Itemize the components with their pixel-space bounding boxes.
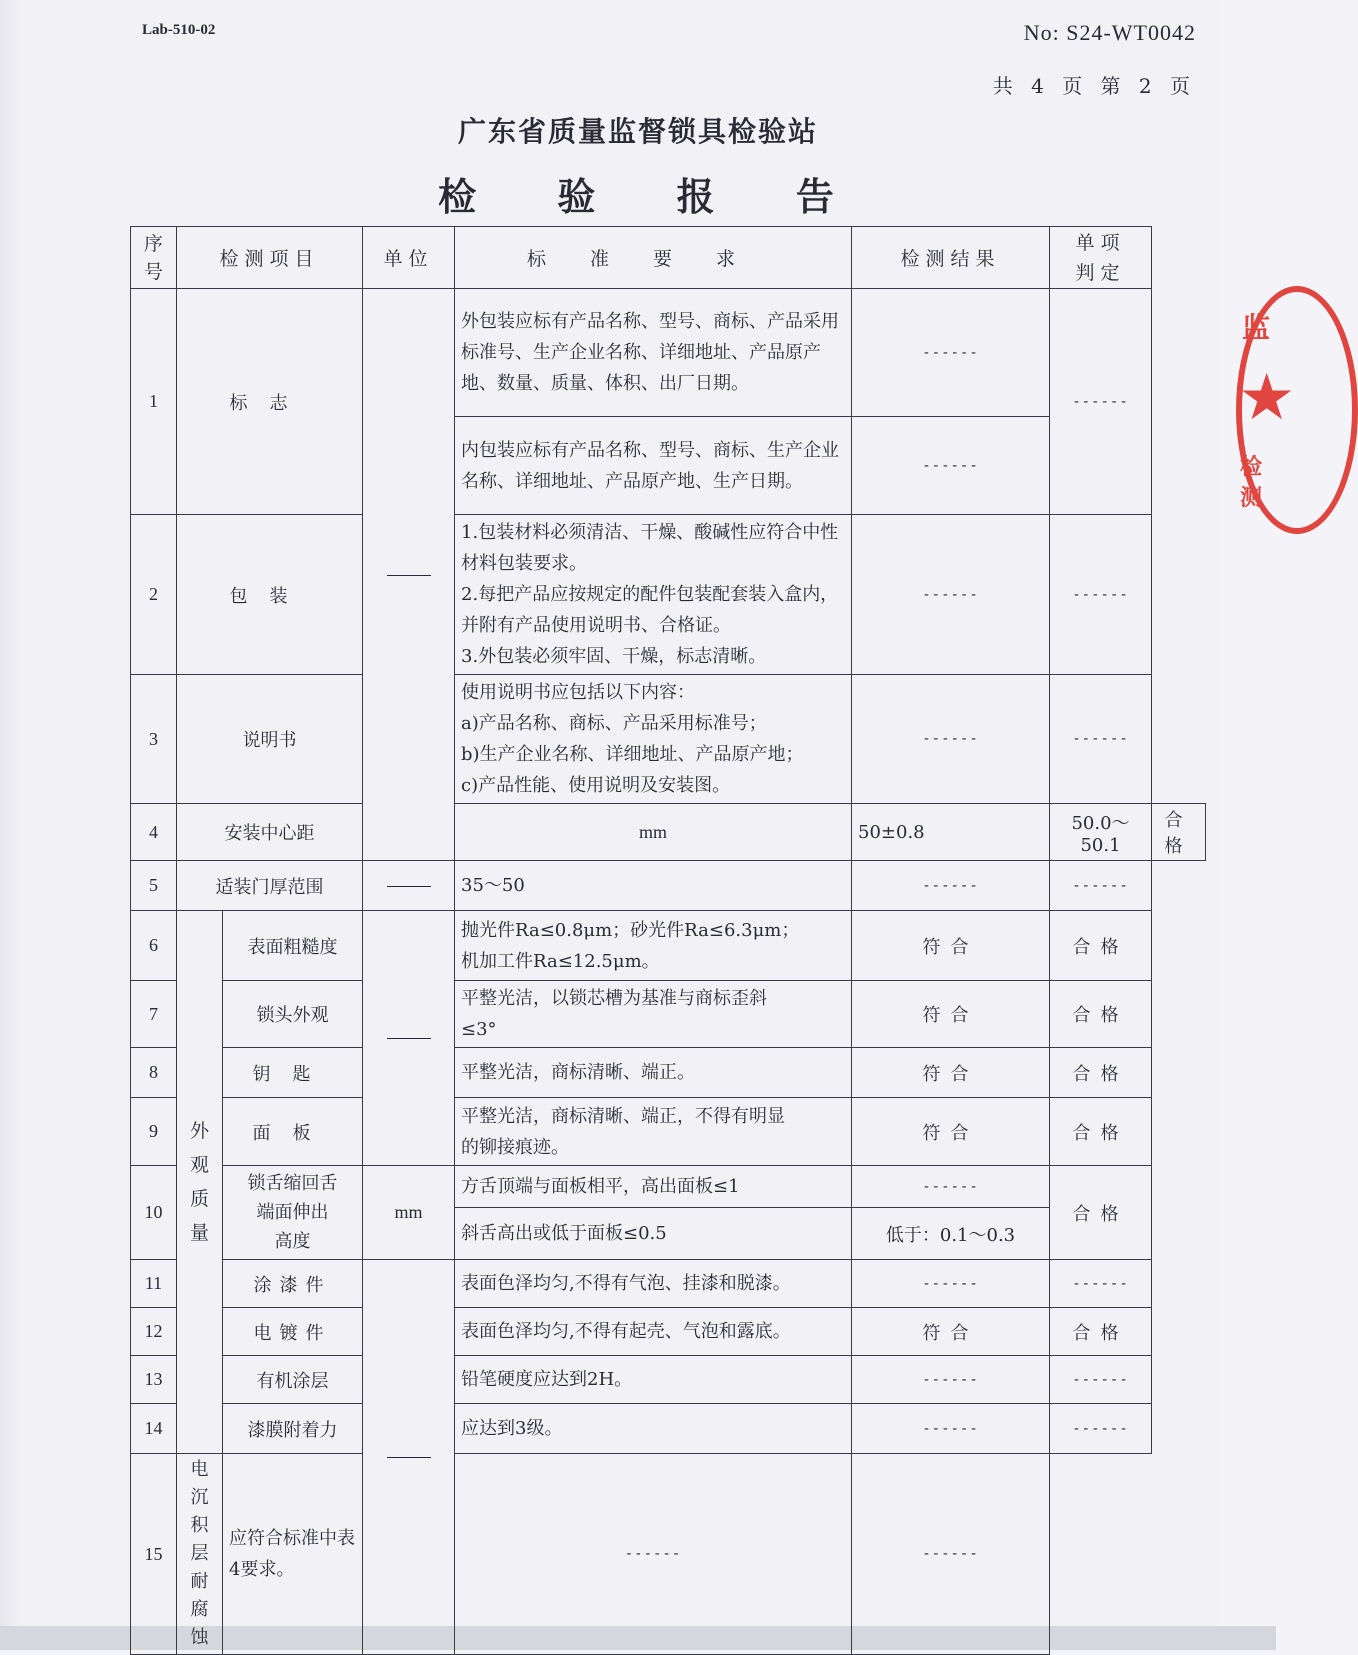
row-result: ------ <box>852 417 1050 515</box>
row-result: 符合 <box>852 981 1050 1048</box>
row-verdict: ------ <box>852 1454 1050 1655</box>
row-requirement: 内包装应标有产品名称、型号、商标、生产企业名称、详细地址、产品原产地、生产日期。 <box>455 417 852 515</box>
official-stamp <box>1230 270 1296 540</box>
requirement-line: c)产品性能、使用说明及安装图。 <box>461 775 731 796</box>
table-row <box>131 804 1206 861</box>
unit-dash <box>387 575 431 576</box>
row-item: 电镀件 <box>223 1308 363 1356</box>
stamp-text-top: 监 <box>1242 311 1271 344</box>
table-header-row <box>131 227 1206 289</box>
requirement-line: 3.外包装必须牢固、干燥，标志清晰。 <box>461 646 767 667</box>
row-item: 安装中心距 <box>177 804 363 861</box>
requirement-line: 平整光洁，商标清晰、端正，不得有明显 <box>461 1105 786 1127</box>
row-item: 钥匙 <box>223 1048 363 1098</box>
row-seq: 5 <box>131 861 177 911</box>
row-verdict: 合格 <box>1050 911 1152 981</box>
table-row <box>131 1454 1206 1655</box>
header-unit: 单位 <box>363 227 455 289</box>
row-result: 低于：0.1～0.3 <box>852 1208 1050 1260</box>
item-line: 锁舌缩回舌 <box>247 1173 338 1194</box>
table-row <box>131 1260 1206 1308</box>
requirement-line: 机加工件Ra≤12.5μm。 <box>461 950 660 972</box>
requirement-line: ≤3° <box>461 1019 497 1040</box>
table-row <box>131 1048 1206 1098</box>
row-item: 标志 <box>177 289 363 515</box>
inspection-table <box>130 226 1206 1655</box>
row-result: ------ <box>852 289 1050 417</box>
organization-title: 广东省质量监督锁具检验站 <box>457 115 818 148</box>
row-seq: 13 <box>131 1356 177 1404</box>
table-row <box>131 1166 1206 1208</box>
requirement-line: 的铆接痕迹。 <box>461 1136 570 1158</box>
row-seq: 9 <box>131 1098 177 1166</box>
table-row <box>131 289 1206 417</box>
row-item <box>177 1454 223 1655</box>
row-result: 符合 <box>852 1048 1050 1098</box>
row-seq: 15 <box>131 1454 177 1655</box>
item-line: 端面伸出 <box>256 1202 329 1223</box>
row-requirement: 35～50 <box>455 861 852 911</box>
row-verdict: ------ <box>1050 515 1152 675</box>
header-seq: 序号 <box>131 227 177 289</box>
row-unit <box>363 861 455 911</box>
row-seq: 14 <box>131 1404 177 1454</box>
table-row <box>131 515 1206 675</box>
requirement-line: 平整光洁，以锁芯槽为基准与商标歪斜 <box>461 988 768 1009</box>
row-result: ------ <box>852 1166 1050 1208</box>
form-code: Lab-510-02 <box>142 22 216 38</box>
row-requirement: 表面色泽均匀,不得有气泡、挂漆和脱漆。 <box>455 1260 852 1308</box>
table-row <box>131 861 1206 911</box>
page-count: 共 4 页 第 2 页 <box>992 74 1196 98</box>
row-requirement: 铅笔硬度应达到2H。 <box>455 1356 852 1404</box>
group-label-appearance: 外观质量 <box>177 911 223 1454</box>
unit-dash <box>387 1038 431 1039</box>
row-verdict: ------ <box>1050 1404 1152 1454</box>
row-unit: mm <box>363 1166 455 1260</box>
stamp-star-icon: ★ <box>1238 361 1296 435</box>
unit-dash <box>387 886 431 887</box>
row-seq: 1 <box>131 289 177 515</box>
unit-dash <box>387 1457 431 1458</box>
requirement-line: 使用说明书应包括以下内容： <box>461 682 696 703</box>
row-result: ------ <box>852 1404 1050 1454</box>
item-line: 耐腐蚀 <box>190 1571 209 1648</box>
row-result: 符合 <box>852 1308 1050 1356</box>
row-item: 涂漆件 <box>223 1260 363 1308</box>
row-seq: 11 <box>131 1260 177 1308</box>
table-row <box>131 1308 1206 1356</box>
row-verdict: 合格 <box>1152 804 1206 861</box>
table-row <box>131 911 1206 981</box>
report-title: 检 验 报 告 <box>438 175 868 219</box>
row-verdict: 合格 <box>1050 981 1152 1048</box>
row-result: ------ <box>455 1454 852 1655</box>
row-seq: 3 <box>131 675 177 804</box>
row-requirement: 应符合标准中表4要求。 <box>223 1454 363 1655</box>
row-unit <box>363 1260 455 1655</box>
row-seq: 10 <box>131 1166 177 1260</box>
requirement-line: b)生产企业名称、详细地址、产品原产地； <box>461 744 804 765</box>
row-item: 面板 <box>223 1098 363 1166</box>
row-result: ------ <box>852 515 1050 675</box>
row-item <box>223 1166 363 1260</box>
row-result: 符合 <box>852 911 1050 981</box>
row-result: 符合 <box>852 1098 1050 1166</box>
row-verdict: 合格 <box>1050 1048 1152 1098</box>
row-item: 说明书 <box>177 675 363 804</box>
row-item: 表面粗糙度 <box>223 911 363 981</box>
page-edge-shadow <box>0 0 22 1650</box>
row-verdict: ------ <box>1050 289 1152 515</box>
row-item: 适装门厚范围 <box>177 861 363 911</box>
requirement-line: 1.包装材料必须清洁、干燥、酸碱性应符合中性材料包装要求。 <box>461 522 839 574</box>
row-result: ------ <box>852 675 1050 804</box>
row-verdict: 合格 <box>1050 1308 1152 1356</box>
row-requirement: 平整光洁，商标清晰、端正。 <box>455 1048 852 1098</box>
row-requirement <box>455 1098 852 1166</box>
row-result: 50.0～50.1 <box>1050 804 1152 861</box>
item-line: 高度 <box>274 1231 311 1252</box>
row-seq: 6 <box>131 911 177 981</box>
header-result: 检测结果 <box>852 227 1050 289</box>
row-result: ------ <box>852 861 1050 911</box>
stamp-text-bottom: 检测 <box>1240 455 1263 511</box>
table-row <box>131 675 1206 804</box>
row-seq: 4 <box>131 804 177 861</box>
row-unit <box>363 911 455 1166</box>
row-seq: 2 <box>131 515 177 675</box>
row-requirement <box>455 515 852 675</box>
row-seq: 8 <box>131 1048 177 1098</box>
table-row <box>131 981 1206 1048</box>
row-verdict: ------ <box>1050 1260 1152 1308</box>
row-requirement: 应达到3级。 <box>455 1404 852 1454</box>
requirement-line: 抛光件Ra≤0.8μm；砂光件Ra≤6.3μm； <box>461 919 800 941</box>
item-line: 电沉积层 <box>190 1459 209 1564</box>
row-item: 有机涂层 <box>223 1356 363 1404</box>
table-row <box>131 1098 1206 1166</box>
row-requirement <box>455 981 852 1048</box>
row-requirement <box>455 675 852 804</box>
report-number: No: S24-WT0042 <box>1023 20 1196 45</box>
row-item: 漆膜附着力 <box>223 1404 363 1454</box>
row-unit <box>363 289 455 861</box>
requirement-line: a)产品名称、商标、产品采用标准号； <box>461 713 767 734</box>
row-seq: 12 <box>131 1308 177 1356</box>
row-item: 包装 <box>177 515 363 675</box>
row-requirement: 50±0.8 <box>852 804 1050 861</box>
row-seq: 7 <box>131 981 177 1048</box>
row-item: 锁头外观 <box>223 981 363 1048</box>
row-requirement <box>455 911 852 981</box>
table-row <box>131 1356 1206 1404</box>
row-unit: mm <box>455 804 852 861</box>
header-requirement: 标准要求 <box>455 227 852 289</box>
row-requirement: 斜舌高出或低于面板≤0.5 <box>455 1208 852 1260</box>
row-requirement: 方舌顶端与面板相平，高出面板≤1 <box>455 1166 852 1208</box>
row-verdict: ------ <box>1050 1356 1152 1404</box>
header-item: 检测项目 <box>177 227 363 289</box>
row-verdict: 合格 <box>1050 1166 1152 1260</box>
row-verdict: 合格 <box>1050 1098 1152 1166</box>
row-requirement: 表面色泽均匀,不得有起壳、气泡和露底。 <box>455 1308 852 1356</box>
row-verdict: ------ <box>1050 861 1152 911</box>
row-result: ------ <box>852 1260 1050 1308</box>
row-requirement: 外包装应标有产品名称、型号、商标、产品采用标准号、生产企业名称、详细地址、产品原产地、数量、质量、体积、出厂日期。 <box>455 289 852 417</box>
requirement-line: 2.每把产品应按规定的配件包装配套装入盒内，并附有产品使用说明书、合格证。 <box>461 584 839 636</box>
row-result: ------ <box>852 1356 1050 1404</box>
header-verdict: 单项判定 <box>1050 227 1152 289</box>
row-verdict: ------ <box>1050 675 1152 804</box>
table-row <box>131 1404 1206 1454</box>
